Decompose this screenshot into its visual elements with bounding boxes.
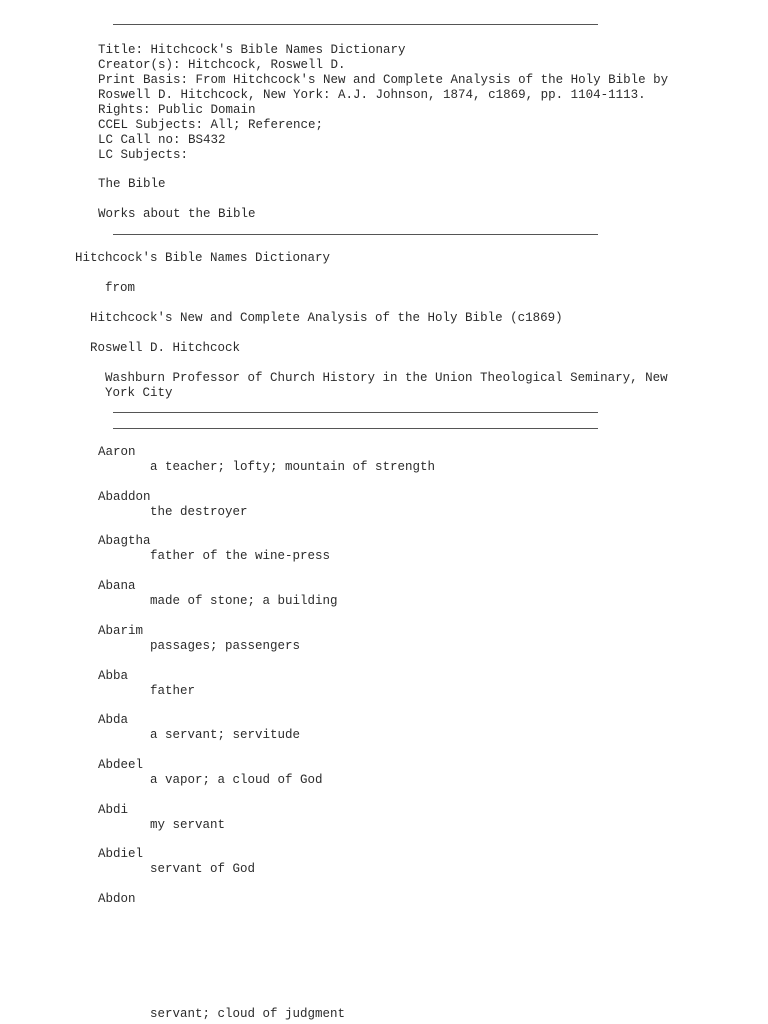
entry-name: Abagtha (98, 534, 151, 548)
top-divider (113, 24, 598, 25)
entry-definition: servant; cloud of judgment (150, 1007, 346, 1021)
meta-creator: Creator(s): Hitchcock, Roswell D. (98, 58, 346, 72)
entry-name: Abda (98, 713, 129, 727)
entry-name: Abdon (98, 892, 136, 906)
entry-name: Abdi (98, 803, 129, 817)
entry-definition: passages; passengers (150, 639, 301, 653)
entry-definition: father of the wine-press (150, 549, 331, 563)
entry-name: Abdeel (98, 758, 144, 772)
entry-definition: father (150, 684, 196, 698)
entry-name: Aaron (98, 445, 136, 459)
title-divider-2 (113, 428, 598, 429)
meta-lc-subjects: LC Subjects: (98, 148, 189, 162)
meta-ccel-subjects: CCEL Subjects: All; Reference; (98, 118, 324, 132)
dictionary-title: Hitchcock's Bible Names Dictionary (75, 251, 331, 265)
entry-definition: servant of God (150, 862, 256, 876)
entry-definition: a servant; servitude (150, 728, 301, 742)
author-affiliation-cont: York City (105, 386, 173, 400)
entry-name: Abana (98, 579, 136, 593)
meta-rights: Rights: Public Domain (98, 103, 256, 117)
metadata-divider (113, 234, 598, 235)
entry-definition: made of stone; a building (150, 594, 338, 608)
author-name: Roswell D. Hitchcock (90, 341, 241, 355)
subject-the-bible: The Bible (98, 177, 166, 191)
entry-definition: a vapor; a cloud of God (150, 773, 323, 787)
source-book: Hitchcock's New and Complete Analysis of the Holy Bible (c1869) (90, 311, 563, 325)
subject-works-about-bible: Works about the Bible (98, 207, 256, 221)
entry-definition: the destroyer (150, 505, 248, 519)
meta-title: Title: Hitchcock's Bible Names Dictionary (98, 43, 406, 57)
entry-definition: my servant (150, 818, 226, 832)
entry-name: Abarim (98, 624, 144, 638)
meta-print-basis: Print Basis: From Hitchcock's New and Complete Analysis of the Holy Bible by (98, 73, 669, 87)
title-divider-1 (113, 412, 598, 413)
meta-print-basis-cont: Roswell D. Hitchcock, New York: A.J. Johnson, 1874, c1869, pp. 1104-1113. (98, 88, 646, 102)
meta-lc-call: LC Call no: BS432 (98, 133, 226, 147)
author-affiliation: Washburn Professor of Church History in the Union Theological Seminary, New (105, 371, 668, 385)
entry-name: Abdiel (98, 847, 144, 861)
entry-definition: a teacher; lofty; mountain of strength (150, 460, 436, 474)
entry-name: Abaddon (98, 490, 151, 504)
entry-name: Abba (98, 669, 129, 683)
from-label: from (105, 281, 136, 295)
